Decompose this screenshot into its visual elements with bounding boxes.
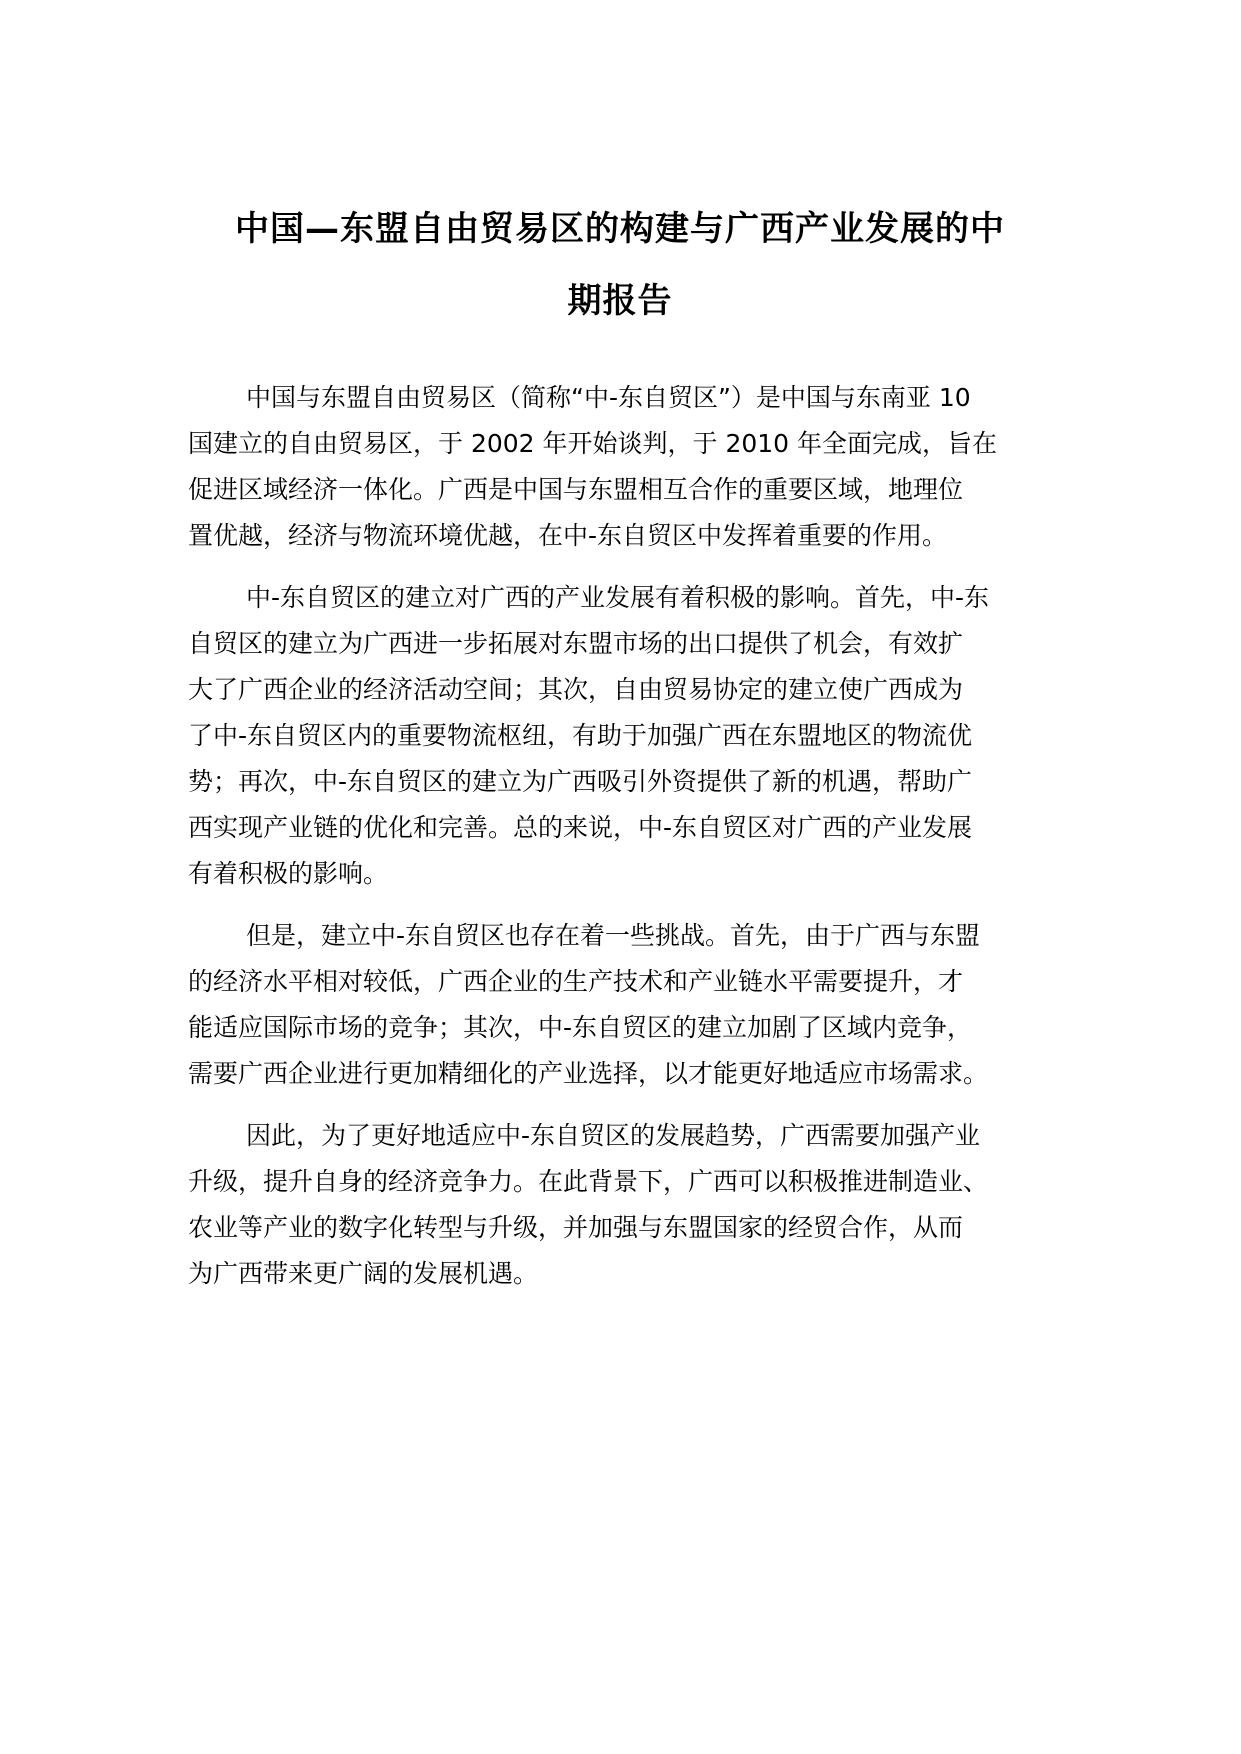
paragraph-line: 因此，为了更好地适应中-东自贸区的发展趋势，广西需要加强产业: [246, 1121, 981, 1150]
paragraph-1: [188, 375, 1058, 559]
paragraph-line: 势；再次，中-东自贸区的建立为广西吸引外资提供了新的机遇，帮助广: [188, 767, 973, 796]
paragraph-line: 置优越，经济与物流环境优越，在中-东自贸区中发挥着重要的作用。: [188, 521, 948, 550]
document-body: [188, 375, 1058, 1313]
paragraph-line: 西实现产业链的优化和完善。总的来说，中-东自贸区对广西的产业发展: [188, 813, 973, 842]
paragraph-line: 国建立的自由贸易区，于 2002 年开始谈判，于 2010 年全面完成，旨在: [188, 429, 998, 458]
paragraph-line: 为广西带来更广阔的发展机遇。: [188, 1259, 539, 1288]
title-line-1: 中国—东盟自由贸易区的构建与广西产业发展的中: [235, 208, 1005, 249]
paragraph-3: [188, 913, 1058, 1097]
paragraph-line: 了中-东自贸区内的重要物流枢纽，有助于加强广西在东盟地区的物流优: [188, 721, 973, 750]
document-title: [170, 193, 1070, 337]
paragraph-line: 自贸区的建立为广西进一步拓展对东盟市场的出口提供了机会，有效扩: [188, 629, 964, 658]
paragraph-line: 农业等产业的数字化转型与升级，并加强与东盟国家的经贸合作，从而: [188, 1213, 964, 1242]
title-line-2: 期报告: [567, 280, 673, 321]
paragraph-line: 中国与东盟自由贸易区（简称“中-东自贸区”）是中国与东南亚 10: [246, 383, 971, 412]
paragraph-line: 但是，建立中-东自贸区也存在着一些挑战。首先，由于广西与东盟: [246, 921, 981, 950]
paragraph-line: 的经济水平相对较低，广西企业的生产技术和产业链水平需要提升，才: [188, 967, 964, 996]
paragraph-2: [188, 575, 1058, 897]
paragraph-line: 促进区域经济一体化。广西是中国与东盟相互合作的重要区域，地理位: [188, 475, 964, 504]
paragraph-line: 中-东自贸区的建立对广西的产业发展有着积极的影响。首先，中-东: [246, 583, 990, 612]
paragraph-line: 大了广西企业的经济活动空间；其次，自由贸易协定的建立使广西成为: [188, 675, 964, 704]
paragraph-line: 能适应国际市场的竞争；其次，中-东自贸区的建立加剧了区域内竞争，: [188, 1013, 973, 1042]
paragraph-line: 有着积极的影响。: [188, 859, 389, 888]
paragraph-4: [188, 1113, 1058, 1297]
paragraph-line: 需要广西企业进行更加精细化的产业选择，以才能更好地适应市场需求。: [188, 1059, 989, 1088]
paragraph-line: 升级，提升自身的经济竞争力。在此背景下，广西可以积极推进制造业、: [188, 1167, 989, 1196]
